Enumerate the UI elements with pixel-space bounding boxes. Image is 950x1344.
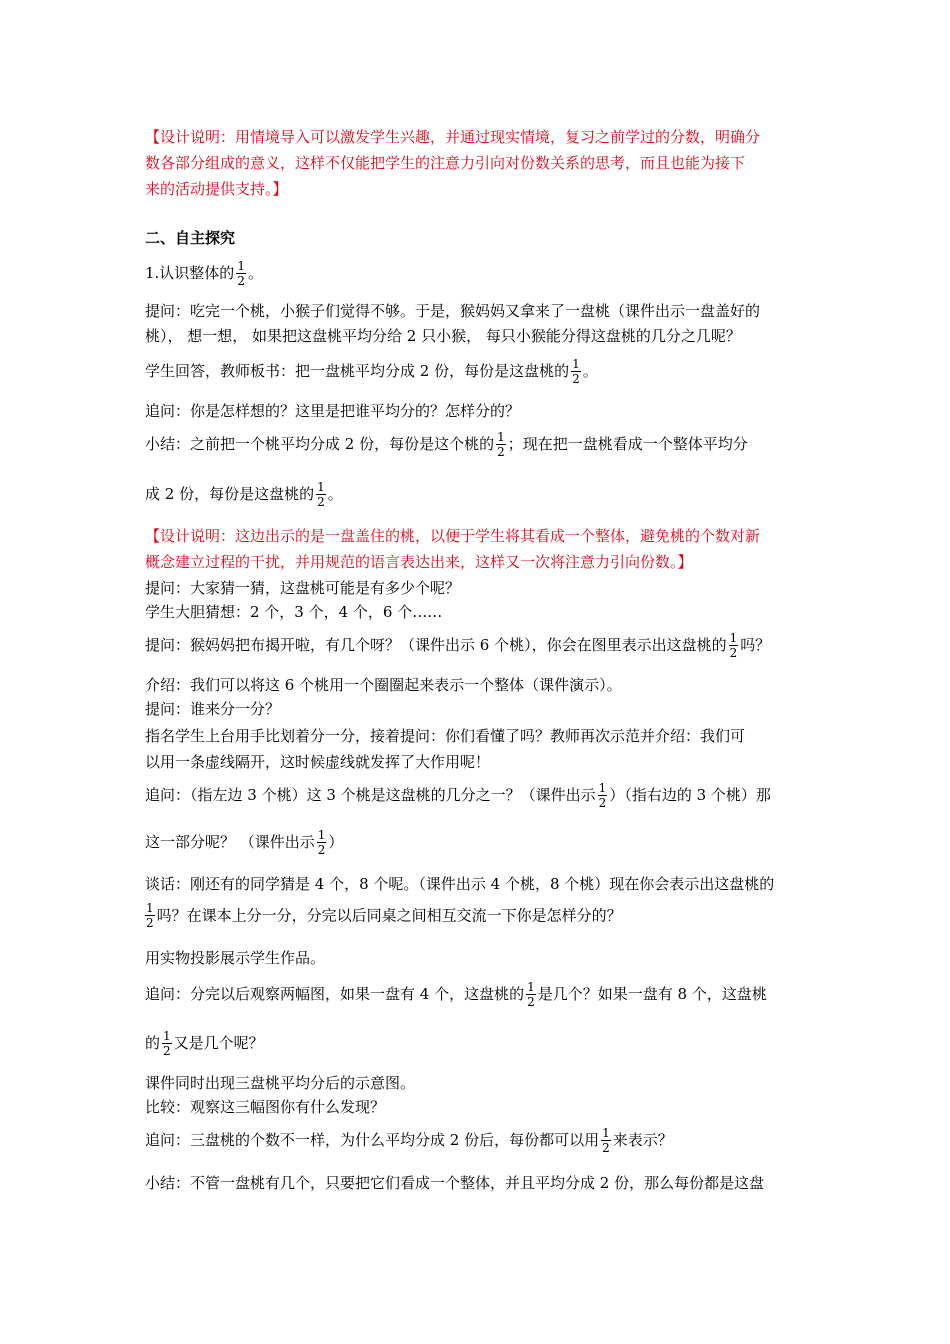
design-note-2: 【设计说明：这边出示的是一盘盖住的桃，以便于学生将其看成一个整体，避免桃的个数对新 概念建立过程的干扰，并用规范的语言表达出来，这样又一次将注意力引向份数。】 — [145, 527, 761, 571]
fraction-one-half: $\frac{1}{2}$ — [572, 356, 580, 386]
design-note-1-line-1: 【设计说明：用情境导入可以激发学生兴趣，并通过现实情境，复习之前学过的分数，明确分 — [145, 128, 761, 146]
sub-heading: 1.认识整体的 $\frac{1}{2}$ 。 — [145, 258, 263, 288]
paragraph-summary-1: 小结：之前把一个桃平均分成 2 份，每份是这个桃的 $\frac{1}{2}$ ；现在把一盘桃看成一个整体平均分 成 2 份，每份是这盘桃的 $\frac{1}{2}$ 。 — [145, 429, 748, 509]
paragraph-question-1: 提问：吃完一个桃，小猴子们觉得不够。于是，猴妈妈又拿来了一盘桃（课件出示一盘盖好的 桃）， 想一想， 如果把这盘桃平均分给 2 只小猴， 每只小猴能分得这盘桃的几分之几呢？ — [145, 302, 761, 345]
paragraph-comparison: 比较：观察这三幅图你有什么发现？ — [145, 1098, 386, 1116]
paragraph-question-2: 提问：大家猜一猜，这盘桃可能是有多少个呢？ — [145, 579, 461, 597]
fraction-one-half: $\frac{1}{2}$ — [602, 1125, 610, 1155]
paragraph-follow-up-3: 追问：分完以后观察两幅图，如果一盘有 4 个，这盘桃的 $\frac{1}{2}$ 是几个？如果一盘有 8 个，这盘桃 的 $\frac{1}{2}$ 又是几个呢？ — [145, 979, 767, 1058]
paragraph-projection: 用实物投影展示学生作品。 — [145, 949, 326, 967]
paragraph-question-4: 提问：谁来分一分？ — [145, 700, 281, 718]
paragraph-student-answer: 学生回答，教师板书：把一盘桃平均分成 2 份，每份是这盘桃的 $\frac{1}{2}$ 。 — [145, 356, 598, 386]
design-note-1-line-2: 数各部分组成的意义，这样不仅能把学生的注意力引向对份数关系的思考，而且也能为接下 — [145, 154, 746, 172]
section-heading: 二、自主探究 — [145, 229, 236, 247]
fraction-one-half: $\frac{1}{2}$ — [527, 979, 535, 1009]
paragraph-question-3: 提问：猴妈妈把布揭开啦，有几个呀？（课件出示 6 个桃），你会在图里表示出这盘桃的 $\frac{1}{2}$ 吗？ — [145, 630, 771, 660]
fraction-one-half: $\frac{1}{2}$ — [497, 429, 505, 459]
fraction-one-half: $\frac{1}{2}$ — [598, 780, 607, 810]
paragraph-follow-up-1: 追问：你是怎样想的？这里是把谁平均分的？怎样分的？ — [145, 402, 521, 420]
fraction-one-half: $\frac{1}{2}$ — [146, 901, 154, 930]
paragraph-introduction: 介绍：我们可以将这 6 个桃用一个圈圈起来表示一个整体（课件演示）。 — [145, 676, 622, 694]
design-note-1-line-3: 来的活动提供支持。】 — [145, 180, 288, 198]
paragraph-follow-up-2: 追问：（指左边 3 个桃）这 3 个桃是这盘桃的几分之一？（课件出示 $\frac{1}{2}$ ）（指右边的 3 个桃）那 这一部分呢？ （课件出示 $\frac{1}{2}$ ） — [145, 780, 771, 857]
paragraph-summary-2: 小结：不管一盘桃有几个，只要把它们看成一个整体，并且平均分成 2 份，那么每份都是这盘 — [145, 1174, 765, 1192]
sub-heading-text: 1.认识整体的 — [145, 264, 235, 282]
fraction-one-half: $\frac{1}{2}$ — [729, 630, 738, 660]
paragraph-student-guess: 学生大胆猜想：2 个，3 个，4 个，6 个…… — [145, 603, 443, 621]
paragraph-conversation: 谈话：刚还有的同学猜是 4 个，8 个呢。（课件出示 4 个桃，8 个桃）现在你会表示出这盘桃的 $\frac{1}{2}$ 吗？在课本上分一分，分完以后同桌之间相互交流一下你是怎样分的？ — [145, 875, 775, 930]
fraction-one-half: $\frac{1}{2}$ — [237, 258, 245, 288]
paragraph-follow-up-4: 追问：三盘桃的个数不一样，为什么平均分成 2 份后，每份都可以用 $\frac{1}{2}$ 来表示？ — [145, 1125, 673, 1155]
paragraph-demonstration: 指名学生上台用手比划着分一分，接着提问：你们看懂了吗？教师再次示范并介绍：我们可 以用一条虚线隔开，这时候虚线就发挥了大作用呢！ — [145, 727, 746, 771]
fraction-one-half: $\frac{1}{2}$ — [163, 1028, 171, 1058]
paragraph-courseware: 课件同时出现三盘桃平均分后的示意图。 — [145, 1074, 416, 1092]
fraction-one-half: $\frac{1}{2}$ — [317, 827, 326, 857]
fraction-one-half: $\frac{1}{2}$ — [317, 479, 325, 509]
design-note-1 — [145, 124, 810, 202]
